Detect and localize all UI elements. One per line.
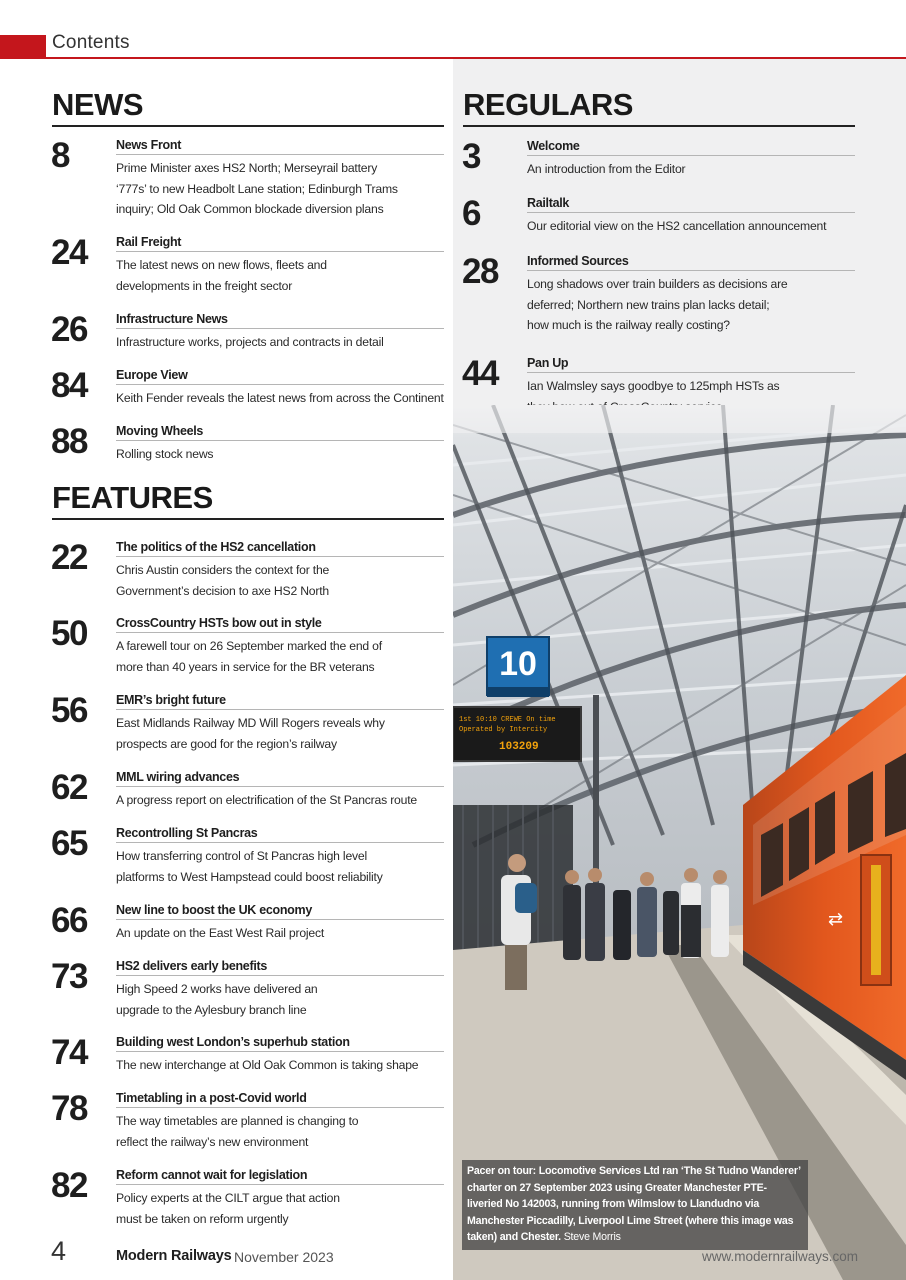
entry-description: Long shadows over train builders as decisions are deferred; Northern new trains plan lacks detail; how much is the railway really costing? — [527, 277, 788, 333]
entry-title: Rail Freight — [116, 235, 444, 252]
photo-caption: Pacer on tour: Locomotive Services Ltd ran ‘The St Tudno Wanderer’ charter on 27 September 2023 using Greater Manchester PTE-liveried No 142003, running from Wilmslow to Llandudno via Manchester Piccadilly, Liverpool Lime Street (where this image was taken) and Chester. Steve Morris — [462, 1160, 808, 1250]
entry-description: How transferring control of St Pancras high level platforms to West Hampstead could boost reliability — [116, 849, 383, 884]
entry-title: Recontrolling St Pancras — [116, 826, 444, 843]
entry-page-number: 8 — [51, 136, 69, 175]
page-number: 4 — [51, 1236, 67, 1266]
entry-title: CrossCountry HSTs bow out in style — [116, 616, 444, 633]
entry-title: Infrastructure News — [116, 312, 444, 329]
entry-title: Reform cannot wait for legislation — [116, 1168, 444, 1185]
entry-description: A farewell tour on 26 September marked the end of more than 40 years in service for the BR veterans — [116, 639, 382, 674]
entry-description: Our editorial view on the HS2 cancellation announcement — [527, 219, 827, 233]
entry-title: News Front — [116, 138, 444, 155]
entry-title: New line to boost the UK economy — [116, 903, 444, 920]
entry-page-number: 78 — [51, 1089, 87, 1128]
entry-title: The politics of the HS2 cancellation — [116, 540, 444, 557]
page-title: Contents — [52, 32, 130, 53]
entry-page-number: 88 — [51, 422, 87, 461]
entry-description: Keith Fender reveals the latest news from across the Continent — [116, 391, 444, 405]
entry-page-number: 24 — [51, 233, 87, 272]
entry-description: Policy experts at the CILT argue that action must be taken on reform urgently — [116, 1191, 340, 1226]
entry-page-number: 74 — [51, 1033, 87, 1072]
entry-description: Ian Walmsley says goodbye to 125mph HSTs as — [527, 379, 780, 393]
entry-page-number: 66 — [51, 901, 87, 940]
entry-title: Welcome — [527, 139, 855, 156]
entry-title: Railtalk — [527, 196, 855, 213]
svg-text:103209: 103209 — [499, 741, 539, 753]
station-photo — [453, 405, 906, 1280]
entry-title: Moving Wheels — [116, 424, 444, 441]
svg-text:⇄: ⇄ — [828, 909, 844, 930]
entry-title: Building west London’s superhub station — [116, 1035, 444, 1052]
magazine-issue: November 2023 — [234, 1249, 334, 1265]
entry-description: The way timetables are planned is changing to reflect the railway’s new environment — [116, 1114, 359, 1149]
entry-page-number: 50 — [51, 614, 87, 653]
entry-description: High Speed 2 works have delivered an upgrade to the Aylesbury branch line — [116, 982, 318, 1017]
svg-text:Operated by Intercity: Operated by Intercity — [459, 726, 548, 734]
entry-title: EMR’s bright future — [116, 693, 444, 710]
entry-description: East Midlands Railway MD Will Rogers reveals why prospects are good for the region’s railway — [116, 716, 385, 751]
entry-page-number: 28 — [462, 252, 498, 291]
entry-page-number: 56 — [51, 691, 87, 730]
entry-description: Prime Minister axes HS2 North; Merseyrail battery ‘777s’ to new Headbolt Lane station; Edinburgh Trams inquiry; Old Oak Common blockade diversion plans — [116, 161, 398, 217]
svg-text:1st 10:10 CREWE On time: 1st 10:10 CREWE On time — [459, 716, 556, 724]
entry-page-number: 26 — [51, 310, 87, 349]
entry-page-number: 44 — [462, 354, 498, 393]
platform-sign — [487, 637, 549, 697]
entry-page-number: 22 — [51, 538, 87, 577]
entry-title: MML wiring advances — [116, 770, 444, 787]
header-accent-block — [0, 35, 46, 59]
website-link[interactable]: www.modernrailways.com — [702, 1249, 859, 1264]
departure-display — [453, 707, 581, 761]
photo-credit: Steve Morris — [563, 1231, 621, 1243]
entry-description: Chris Austin considers the context for the Government’s decision to axe HS2 North — [116, 563, 330, 598]
entry-description: An update on the East West Rail project — [116, 926, 325, 940]
entry-description: Rolling stock news — [116, 447, 214, 461]
entry-description: Infrastructure works, projects and contracts in detail — [116, 335, 384, 349]
magazine-name: Modern Railways — [116, 1248, 232, 1264]
entry-title: Europe View — [116, 368, 444, 385]
entry-page-number: 65 — [51, 824, 87, 863]
entry-description: An introduction from the Editor — [527, 162, 686, 176]
entry-title: HS2 delivers early benefits — [116, 959, 444, 976]
entry-page-number: 62 — [51, 768, 87, 807]
entry-page-number: 84 — [51, 366, 87, 405]
features-heading: FEATURES — [52, 480, 444, 520]
news-heading: NEWS — [52, 87, 444, 127]
entry-title: Informed Sources — [527, 254, 855, 271]
entry-title: Pan Up — [527, 356, 855, 373]
entry-page-number: 73 — [51, 957, 87, 996]
entry-page-number: 82 — [51, 1166, 87, 1205]
entry-page-number: 6 — [462, 194, 480, 233]
platform-number: 10 — [499, 645, 537, 683]
entry-description: A progress report on electrification of the St Pancras route — [116, 793, 417, 807]
regulars-heading: REGULARS — [463, 87, 855, 127]
entry-description: The new interchange at Old Oak Common is taking shape — [116, 1058, 419, 1072]
entry-description: The latest news on new flows, fleets and developments in the freight sector — [116, 258, 327, 293]
entry-page-number: 3 — [462, 137, 480, 176]
entry-title: Timetabling in a post-Covid world — [116, 1091, 444, 1108]
